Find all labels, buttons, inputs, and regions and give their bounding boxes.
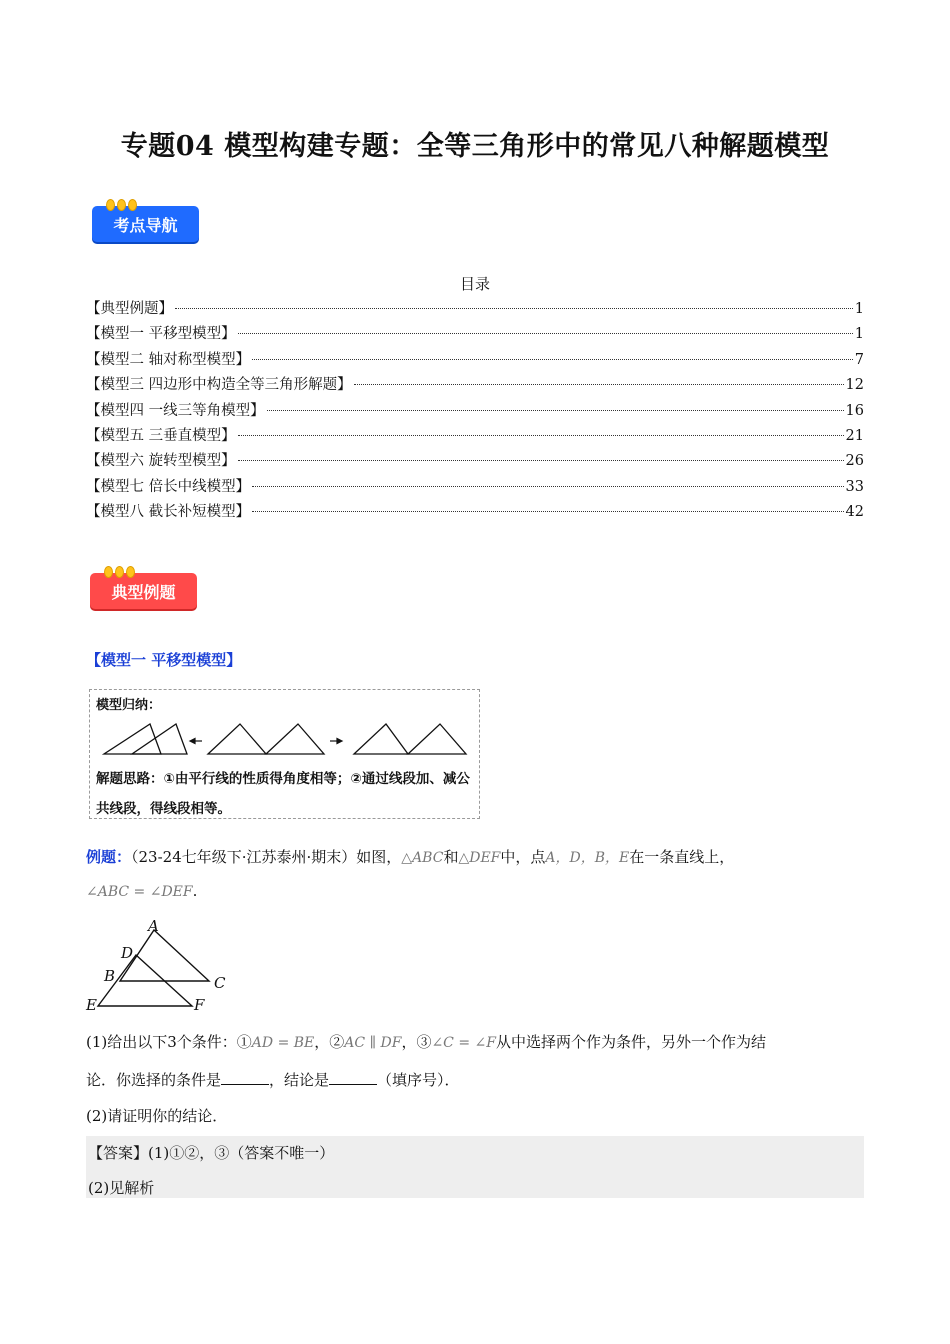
toc-item[interactable]: 【模型六 旋转型模型】 26 bbox=[86, 453, 864, 470]
question-1-line-2: 论．你选择的条件是 ，结论是 （填序号）． bbox=[86, 1071, 460, 1089]
model-box-heading: 模型归纳： bbox=[96, 698, 162, 713]
point-label-b: B bbox=[104, 967, 116, 985]
model-summary-box bbox=[89, 689, 480, 819]
point-label-e: E bbox=[86, 996, 97, 1014]
answer-line-2: (2)见解析 bbox=[88, 1179, 155, 1197]
question-2: (2)请证明你的结论． bbox=[86, 1107, 228, 1125]
table-of-contents bbox=[86, 297, 864, 526]
answer-blank-1[interactable] bbox=[221, 1070, 269, 1085]
toc-heading: 目录 bbox=[459, 275, 490, 293]
point-label-c: C bbox=[214, 974, 226, 992]
nav-tag bbox=[92, 206, 199, 242]
tag-dots-icon bbox=[106, 199, 137, 211]
toc-item[interactable]: 【模型五 三垂直模型】 21 bbox=[86, 427, 864, 444]
tag-dots-icon bbox=[104, 566, 135, 578]
nav-tag-label: 考点导航 bbox=[113, 215, 178, 235]
toc-item[interactable]: 【模型四 一线三等角模型】 16 bbox=[86, 402, 864, 419]
toc-item[interactable]: 【典型例题】 1 bbox=[86, 301, 864, 317]
toc-item[interactable]: 【模型一 平移型模型】 1 bbox=[86, 326, 864, 343]
model-box-text: 解题思路：①由平行线的性质得角度相等；②通过线段加、减公共线段，得线段相等。 bbox=[96, 771, 470, 817]
model-heading: 【模型一 平移型模型】 bbox=[86, 651, 242, 669]
triangle-abc bbox=[120, 930, 209, 981]
point-label-d: D bbox=[121, 944, 134, 962]
toc-item[interactable]: 【模型二 轴对称型模型】 7 bbox=[86, 351, 864, 368]
point-label-f: F bbox=[194, 996, 205, 1014]
example-line-2: ∠ABC = ∠DEF. bbox=[86, 882, 198, 900]
example-line-1: 例题：（23-24七年级下·江苏泰州·期末）如图，△ABC和△DEF中，点A，D，B，E在一条直线上， bbox=[86, 848, 735, 866]
answer-line-1: 【答案】(1)①②，③（答案不唯一） bbox=[88, 1144, 335, 1162]
toc-item[interactable]: 【模型三 四边形中构造全等三角形解题】 12 bbox=[86, 377, 864, 394]
answer-box bbox=[86, 1136, 864, 1198]
point-label-a: A bbox=[148, 917, 159, 935]
translation-model-diagram bbox=[90, 714, 479, 760]
toc-item[interactable]: 【模型七 倍长中线模型】 33 bbox=[86, 478, 864, 495]
toc-item[interactable]: 【模型八 截长补短模型】 42 bbox=[86, 504, 864, 521]
page-title: 专题04 模型构建专题：全等三角形中的常见八种解题模型 bbox=[120, 131, 830, 162]
example-tag-label: 典型例题 bbox=[111, 582, 176, 602]
example-tag bbox=[90, 573, 197, 609]
answer-blank-2[interactable] bbox=[329, 1070, 377, 1085]
question-1-line-1: (1)给出以下3个条件：①AD = BE，②AC ∥ DF，③∠C = ∠F从中选择两个作为条件，另外一个作为结 bbox=[86, 1033, 766, 1051]
triangle-figure bbox=[84, 915, 244, 1015]
